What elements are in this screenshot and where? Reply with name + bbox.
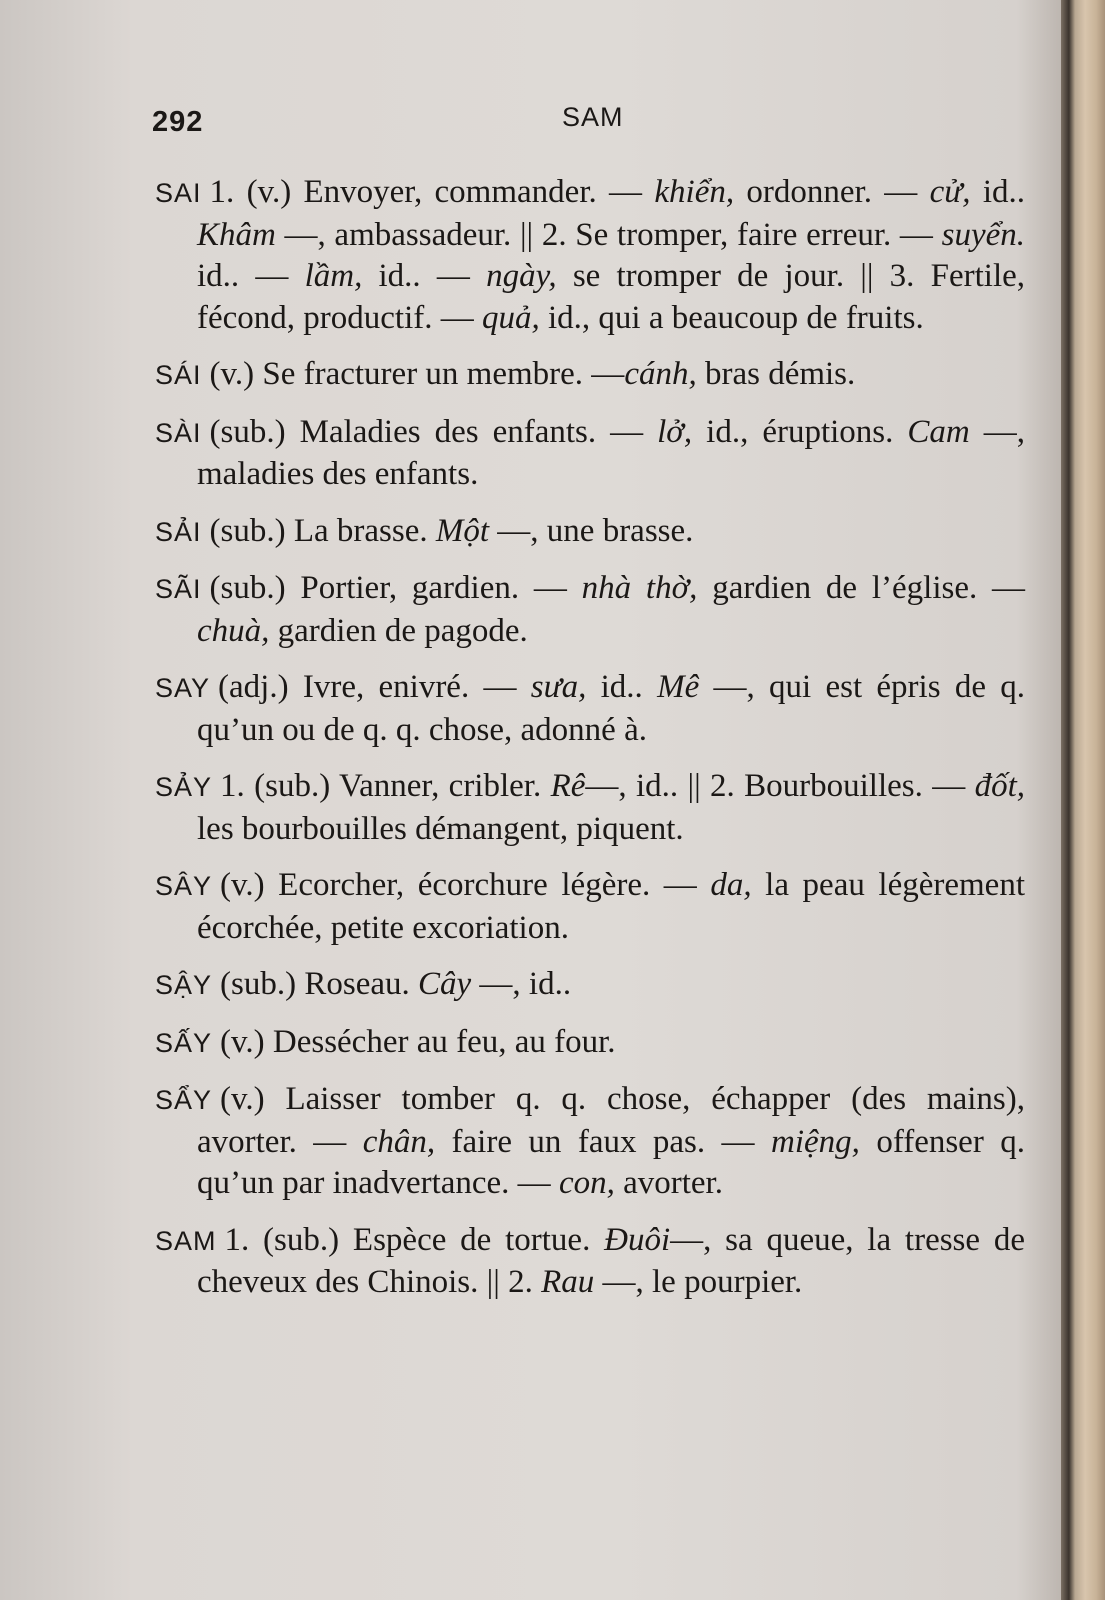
entry-text: id.. — [586, 669, 658, 705]
dictionary-entry — [155, 412, 1025, 496]
entry-text: —, qui est épris de q. qu’un ou de q. q. chose, adonné à. — [197, 669, 1026, 748]
entry-term: cánh, — [624, 356, 697, 392]
dictionary-entry — [155, 354, 1025, 397]
entry-term: đốt, — [974, 768, 1025, 804]
dictionary-entries — [155, 172, 1025, 1319]
entry-text: —, sa queue, la tresse de cheveux des Chinois. || 2. — [197, 1221, 1025, 1300]
entry-text: (sub.) Roseau. — [220, 966, 418, 1002]
entry-headword: SẬY — [155, 970, 213, 1000]
dictionary-entry — [155, 766, 1025, 850]
entry-text: la peau légèrement écorchée, petite excoriation. — [197, 867, 1025, 946]
dictionary-entry — [155, 1079, 1025, 1205]
entry-text: —, id.. || 2. Bourbouilles. — — [585, 768, 975, 804]
entry-text: se tromper de jour. || 3. Fertile, fécond, productif. — — [197, 258, 1026, 336]
entry-headword: SẢI — [155, 516, 202, 547]
entry-term: miệng, — [770, 1123, 860, 1160]
entry-text: 1. (sub.) Espèce de tortue. — [224, 1221, 605, 1258]
entry-term: sưa, — [530, 669, 587, 705]
entry-headword: SẨY — [155, 1085, 213, 1115]
entry-term: Mê — [657, 669, 700, 705]
entry-text: (v.) Ecorcher, écorchure légère. — — [220, 867, 711, 903]
entry-term: Rau — [541, 1264, 595, 1300]
entry-term: Cây — [418, 966, 472, 1002]
entry-headword: SAY — [155, 673, 211, 703]
entry-text: id.. — — [362, 258, 487, 294]
entry-text: (v.) Se fracturer un membre. — — [209, 356, 625, 392]
entry-text: id.. — [970, 174, 1026, 210]
entry-headword: SÁI — [155, 360, 202, 390]
entry-text: gardien de pagode. — [269, 612, 528, 649]
dictionary-entry — [155, 1022, 1025, 1065]
entry-text: (sub.) La brasse. — [209, 512, 436, 549]
entry-text: gardien de l’église. — — [697, 570, 1025, 606]
page-header — [152, 102, 1012, 142]
dictionary-entry — [155, 1220, 1025, 1304]
dictionary-entry — [155, 172, 1025, 339]
entry-text: bras démis. — [696, 356, 856, 392]
page-number: 292 — [152, 106, 204, 138]
entry-headword: SÀI — [155, 417, 202, 448]
entry-term: nhà thờ, — [581, 570, 698, 606]
entry-text: id., qui a beaucoup de fruits. — [539, 299, 924, 336]
entry-headword: SAI — [155, 178, 202, 208]
entry-headword: SAM — [155, 1225, 217, 1256]
entry-term: Khâm — [197, 216, 276, 253]
entry-text: (sub.) Maladies des enfants. — — [209, 413, 658, 450]
entry-text: ordonner. — — [734, 174, 930, 210]
entry-text: avorter. — [614, 1165, 723, 1201]
entry-text: —, une brasse. — [489, 512, 694, 549]
entry-term: cử, — [929, 174, 971, 210]
dictionary-entry — [155, 865, 1025, 949]
entry-text: 1. (sub.) Vanner, cribler. — [220, 768, 551, 804]
entry-text: 1. (v.) Envoyer, commander. — — [209, 174, 655, 210]
entry-headword: SẤY — [155, 1027, 213, 1058]
entry-term: da, — [710, 867, 752, 903]
entry-term: ngày, — [486, 258, 557, 294]
entry-text: (v.) Dessécher au feu, au four. — [220, 1023, 616, 1060]
entry-term: lầm, — [304, 258, 363, 294]
entry-text: —, le pourpier. — [594, 1264, 803, 1300]
entry-term: Rê — [550, 768, 586, 804]
entry-term: Cam — [907, 413, 970, 450]
entry-term: quả, — [482, 299, 540, 336]
entry-text: faire un faux pas. — — [435, 1123, 771, 1160]
dictionary-entry — [155, 568, 1025, 652]
entry-term: Đuôi — [604, 1221, 671, 1258]
dictionary-entry — [155, 964, 1025, 1007]
book-spine — [1061, 0, 1105, 1600]
dictionary-entry — [155, 511, 1025, 554]
entry-text: les bourbouilles démangent, piquent. — [197, 810, 684, 847]
entry-text: (adj.) Ivre, enivré. — — [218, 669, 531, 705]
entry-text: id.. — — [197, 258, 305, 294]
entry-text: (sub.) Portier, gardien. — — [209, 570, 582, 606]
entry-term: con, — [558, 1165, 615, 1201]
entry-headword: SÃI — [155, 574, 202, 604]
entry-text: —, maladies des enfants. — [197, 413, 1026, 492]
entry-headword: SÂY — [155, 871, 213, 901]
entry-term: lở, — [657, 413, 693, 450]
entry-term: chuà, — [197, 612, 270, 649]
entry-text: (v.) Laisser tomber q. q. chose, échapper (des mains), avorter. — — [197, 1081, 1025, 1160]
entry-term: Một — [435, 512, 490, 549]
entry-term: suyển. — [941, 216, 1025, 253]
running-head: SAM — [562, 102, 624, 132]
entry-text: offenser q. qu’un par inadvertance. — — [197, 1123, 1025, 1201]
entry-term: khiển, — [654, 174, 735, 210]
entry-text: id., éruptions. — [692, 413, 908, 450]
entry-text: —, id.. — [471, 966, 572, 1002]
dictionary-entry — [155, 667, 1025, 751]
entry-headword: SẢY — [155, 772, 213, 802]
entry-term: chân, — [362, 1123, 436, 1160]
entry-text: —, ambassadeur. || 2. Se tromper, faire erreur. — — [275, 216, 942, 253]
